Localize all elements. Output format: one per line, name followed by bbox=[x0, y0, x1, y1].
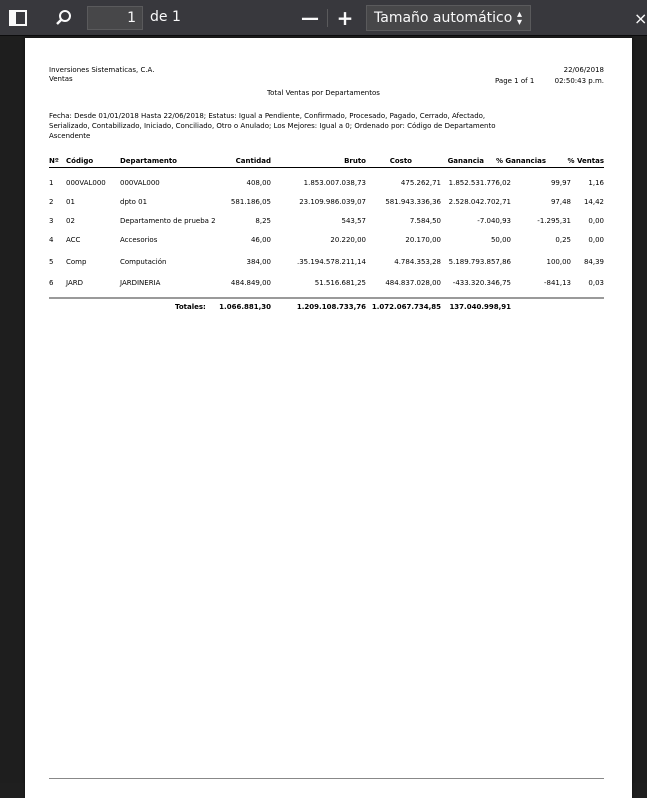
col-header-quantity: Cantidad bbox=[235, 157, 271, 165]
report-title: Total Ventas por Departamentos bbox=[267, 89, 380, 97]
cell-gross: 20.220,00 bbox=[330, 236, 366, 244]
col-header-gross: Bruto bbox=[344, 157, 366, 165]
cell-code: 01 bbox=[66, 198, 75, 206]
footer-divider bbox=[49, 778, 604, 779]
cell-cost: 475.262,71 bbox=[400, 179, 441, 187]
page-count-label: de 1 bbox=[150, 9, 181, 25]
cell-number: 2 bbox=[49, 198, 54, 206]
cell-quantity: 384,00 bbox=[246, 258, 271, 266]
filter-line: Ascendente bbox=[49, 132, 91, 140]
cell-gross: .35.194.578.211,14 bbox=[296, 258, 366, 266]
col-header-code: Código bbox=[66, 157, 94, 165]
cell-profit: 2.528.042.702,71 bbox=[448, 198, 511, 206]
cell-cost: 484.837.028,00 bbox=[385, 279, 441, 287]
page-number-input[interactable]: 1 bbox=[87, 6, 143, 30]
cell-profit-pct: -1.295,31 bbox=[537, 217, 571, 225]
select-arrows-icon bbox=[517, 6, 522, 27]
cell-cost: 581.943.336,36 bbox=[385, 198, 441, 206]
cell-profit-pct: 97,48 bbox=[550, 198, 571, 206]
cell-code: 02 bbox=[66, 217, 75, 225]
header-divider bbox=[49, 167, 604, 168]
cell-profit-pct: 100,00 bbox=[546, 258, 571, 266]
cell-quantity: 8,25 bbox=[255, 217, 271, 225]
col-header-sales-pct: % Ventas bbox=[567, 157, 604, 165]
cell-quantity: 581.186,05 bbox=[230, 198, 271, 206]
cell-department: Accesorios bbox=[120, 236, 158, 244]
cell-sales-pct: 84,39 bbox=[583, 258, 604, 266]
cell-department: dpto 01 bbox=[120, 198, 148, 206]
cell-sales-pct: 14,42 bbox=[583, 198, 604, 206]
cell-number: 6 bbox=[49, 279, 54, 287]
cell-profit-pct: -841,13 bbox=[543, 279, 571, 287]
cell-profit: 5.189.793.857,86 bbox=[448, 258, 511, 266]
page-indicator: Page 1 of 1 bbox=[495, 77, 535, 85]
cell-sales-pct: 0,00 bbox=[588, 217, 604, 225]
cell-profit: -433.320.346,75 bbox=[452, 279, 511, 287]
cell-sales-pct: 0,00 bbox=[588, 236, 604, 244]
total-gross: 1.209.108.733,76 bbox=[296, 303, 366, 311]
toolbar-separator bbox=[327, 9, 328, 27]
col-header-profit: Ganancia bbox=[447, 157, 484, 165]
cell-gross: 51.516.681,25 bbox=[314, 279, 366, 287]
sidebar-toggle-button[interactable] bbox=[4, 4, 32, 32]
cell-department: 000VAL000 bbox=[120, 179, 160, 187]
pdf-toolbar bbox=[0, 0, 647, 36]
cell-profit-pct: 99,97 bbox=[550, 179, 571, 187]
cell-code: 000VAL000 bbox=[66, 179, 106, 187]
cell-gross: 543,57 bbox=[341, 217, 366, 225]
total-cost: 1.072.067.734,85 bbox=[371, 303, 441, 311]
cell-profit: -7.040,93 bbox=[477, 217, 511, 225]
chevron-up-icon: ▴ bbox=[516, 9, 522, 20]
pdf-page bbox=[25, 38, 632, 798]
cell-quantity: 484.849,00 bbox=[230, 279, 271, 287]
zoom-select-value: Tamaño automático bbox=[374, 10, 513, 26]
cell-profit: 50,00 bbox=[490, 236, 511, 244]
cell-sales-pct: 0,03 bbox=[588, 279, 604, 287]
zoom-out-button[interactable] bbox=[296, 4, 324, 32]
search-icon bbox=[55, 9, 73, 27]
cell-department: JARDINERIA bbox=[120, 279, 161, 287]
total-profit: 137.040.998,91 bbox=[449, 303, 511, 311]
filter-line: Fecha: Desde 01/01/2018 Hasta 22/06/2018; Estatus: Igual a Pendiente, Confirmado, Procesado, Pagado, Cerrado, Afectado, bbox=[49, 112, 486, 120]
cell-number: 3 bbox=[49, 217, 54, 225]
zoom-in-button[interactable] bbox=[331, 4, 359, 32]
col-header-department: Departamento bbox=[120, 157, 177, 165]
cell-number: 1 bbox=[49, 179, 54, 187]
cell-code: JARD bbox=[66, 279, 83, 287]
col-header-cost: Costo bbox=[389, 157, 412, 165]
cell-department: Computación bbox=[120, 258, 167, 266]
cell-number: 4 bbox=[49, 236, 54, 244]
report-section: Ventas bbox=[49, 75, 73, 83]
cell-quantity: 408,00 bbox=[246, 179, 271, 187]
report-date: 22/06/2018 bbox=[563, 66, 604, 74]
report-time: 02:50:43 p.m. bbox=[554, 77, 604, 85]
filter-line: Serializado, Contabilizado, Iniciado, Conciliado, Otro o Anulado; Los Mejores: Igual a 0; Ordenado por: Código de Departamento bbox=[49, 122, 496, 130]
close-icon: × bbox=[634, 8, 647, 28]
cell-cost: 7.584,50 bbox=[409, 217, 441, 225]
cell-profit: 1.852.531.776,02 bbox=[448, 179, 511, 187]
document-viewer[interactable] bbox=[0, 36, 647, 783]
col-header-profit-pct: % Ganancias bbox=[495, 157, 546, 165]
cell-gross: 23.109.986.039,07 bbox=[299, 198, 366, 206]
cell-cost: 20.170,00 bbox=[405, 236, 441, 244]
cell-cost: 4.784.353,28 bbox=[394, 258, 441, 266]
col-header-number: Nº bbox=[49, 157, 59, 165]
cell-code: Comp bbox=[66, 258, 87, 266]
totals-label: Totales: bbox=[175, 303, 206, 311]
cell-number: 5 bbox=[49, 258, 54, 266]
find-button[interactable] bbox=[50, 4, 78, 32]
cell-sales-pct: 1,16 bbox=[588, 179, 604, 187]
cell-department: Departamento de prueba 2 bbox=[120, 217, 216, 225]
total-quantity: 1.066.881,30 bbox=[219, 303, 271, 311]
minus-icon: — bbox=[301, 7, 319, 29]
plus-icon: + bbox=[336, 6, 354, 30]
zoom-select[interactable] bbox=[366, 5, 531, 31]
sidebar-icon bbox=[9, 10, 27, 26]
cell-quantity: 46,00 bbox=[250, 236, 271, 244]
totals-divider bbox=[49, 297, 604, 299]
cell-profit-pct: 0,25 bbox=[555, 236, 571, 244]
chevron-down-icon: ▾ bbox=[516, 17, 522, 28]
company-name: Inversiones Sistematicas, C.A. bbox=[49, 66, 155, 74]
close-button[interactable] bbox=[634, 4, 647, 32]
cell-code: ACC bbox=[66, 236, 81, 244]
cell-gross: 1.853.007.038,73 bbox=[303, 179, 366, 187]
